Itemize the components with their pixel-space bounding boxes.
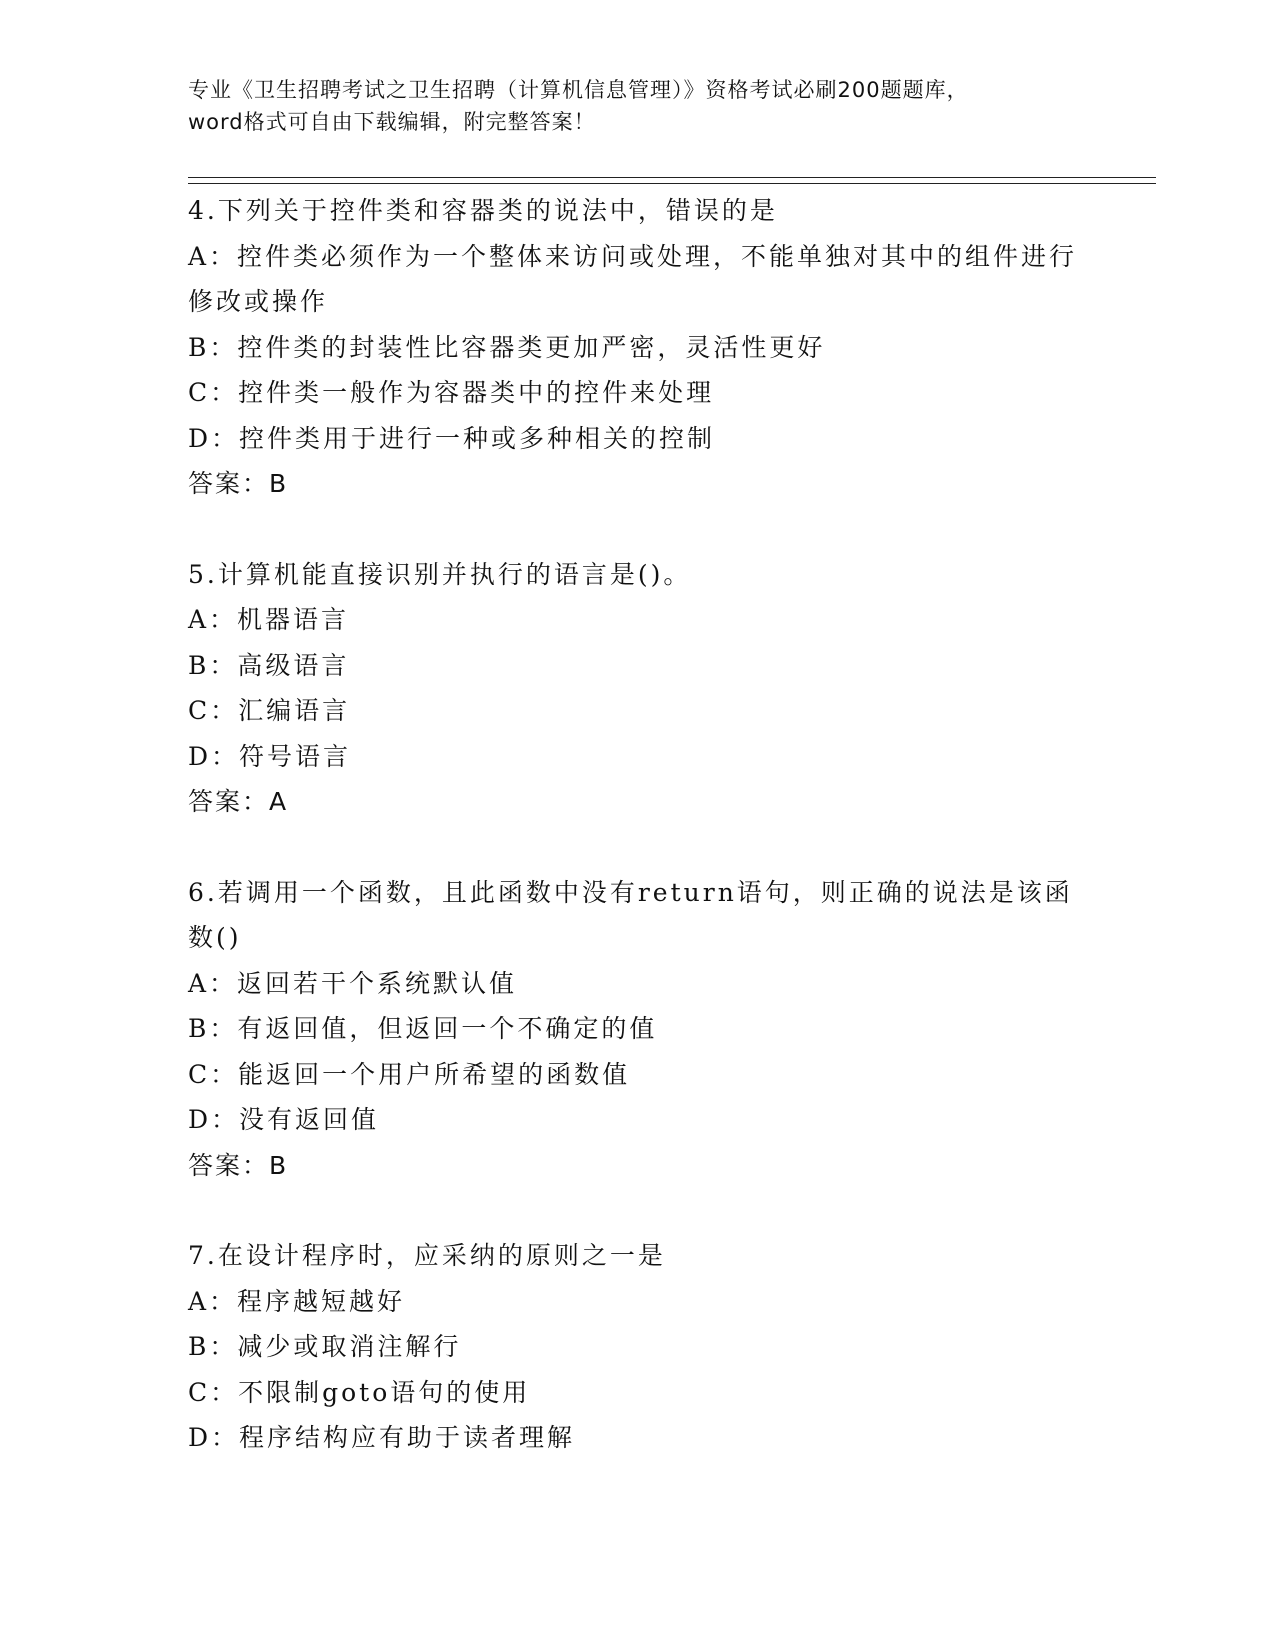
question-6 (188, 870, 1088, 1189)
option-a: A：返回若干个系统默认值 (188, 968, 518, 998)
document-header (188, 74, 1088, 138)
option-d: D：没有返回值 (188, 1105, 380, 1134)
header-line-2: word格式可自由下载编辑，附完整答案！ (188, 110, 596, 134)
header-divider-bottom (188, 183, 1156, 184)
question-5 (188, 552, 1088, 825)
option-b: B：高级语言 (188, 650, 350, 680)
option-a: A：控件类必须作为一个整体来访问或处理，不能单独对其中的组件进行修改或操作 (188, 241, 1078, 316)
question-list (188, 188, 1088, 1461)
option-c: C：能返回一个用户所希望的函数值 (188, 1059, 631, 1089)
option-b: B：有返回值，但返回一个不确定的值 (188, 1014, 658, 1043)
option-d: D：程序结构应有助于读者理解 (188, 1423, 576, 1452)
header-divider-top (188, 177, 1156, 178)
option-c: C：不限制goto语句的使用 (188, 1377, 531, 1407)
option-a: A：机器语言 (188, 605, 350, 634)
option-b: B：控件类的封装性比容器类更加严密，灵活性更好 (188, 332, 826, 362)
question-stem: 5.计算机能直接识别并执行的语言是()。 (188, 559, 692, 589)
option-d: D：符号语言 (188, 741, 352, 771)
answer-label: 答案：B (188, 1150, 289, 1180)
answer-label: 答案：B (188, 469, 289, 498)
question-stem: 7.在设计程序时，应采纳的原则之一是 (188, 1241, 666, 1270)
question-stem: 6.若调用一个函数，且此函数中没有return语句，则正确的说法是该函数() (188, 877, 1073, 952)
option-a: A：程序越短越好 (188, 1286, 406, 1316)
option-d: D：控件类用于进行一种或多种相关的控制 (188, 423, 716, 453)
header-line-1: 专业《卫生招聘考试之卫生招聘（计算机信息管理）》资格考试必刷200题题库， (188, 78, 969, 102)
question-7 (188, 1233, 1088, 1461)
option-b: B：减少或取消注解行 (188, 1332, 462, 1361)
answer-label: 答案：A (188, 787, 289, 816)
option-c: C：控件类一般作为容器类中的控件来处理 (188, 378, 715, 407)
option-c: C：汇编语言 (188, 696, 351, 725)
question-stem: 4.下列关于控件类和容器类的说法中，错误的是 (188, 196, 778, 225)
question-4 (188, 188, 1088, 507)
